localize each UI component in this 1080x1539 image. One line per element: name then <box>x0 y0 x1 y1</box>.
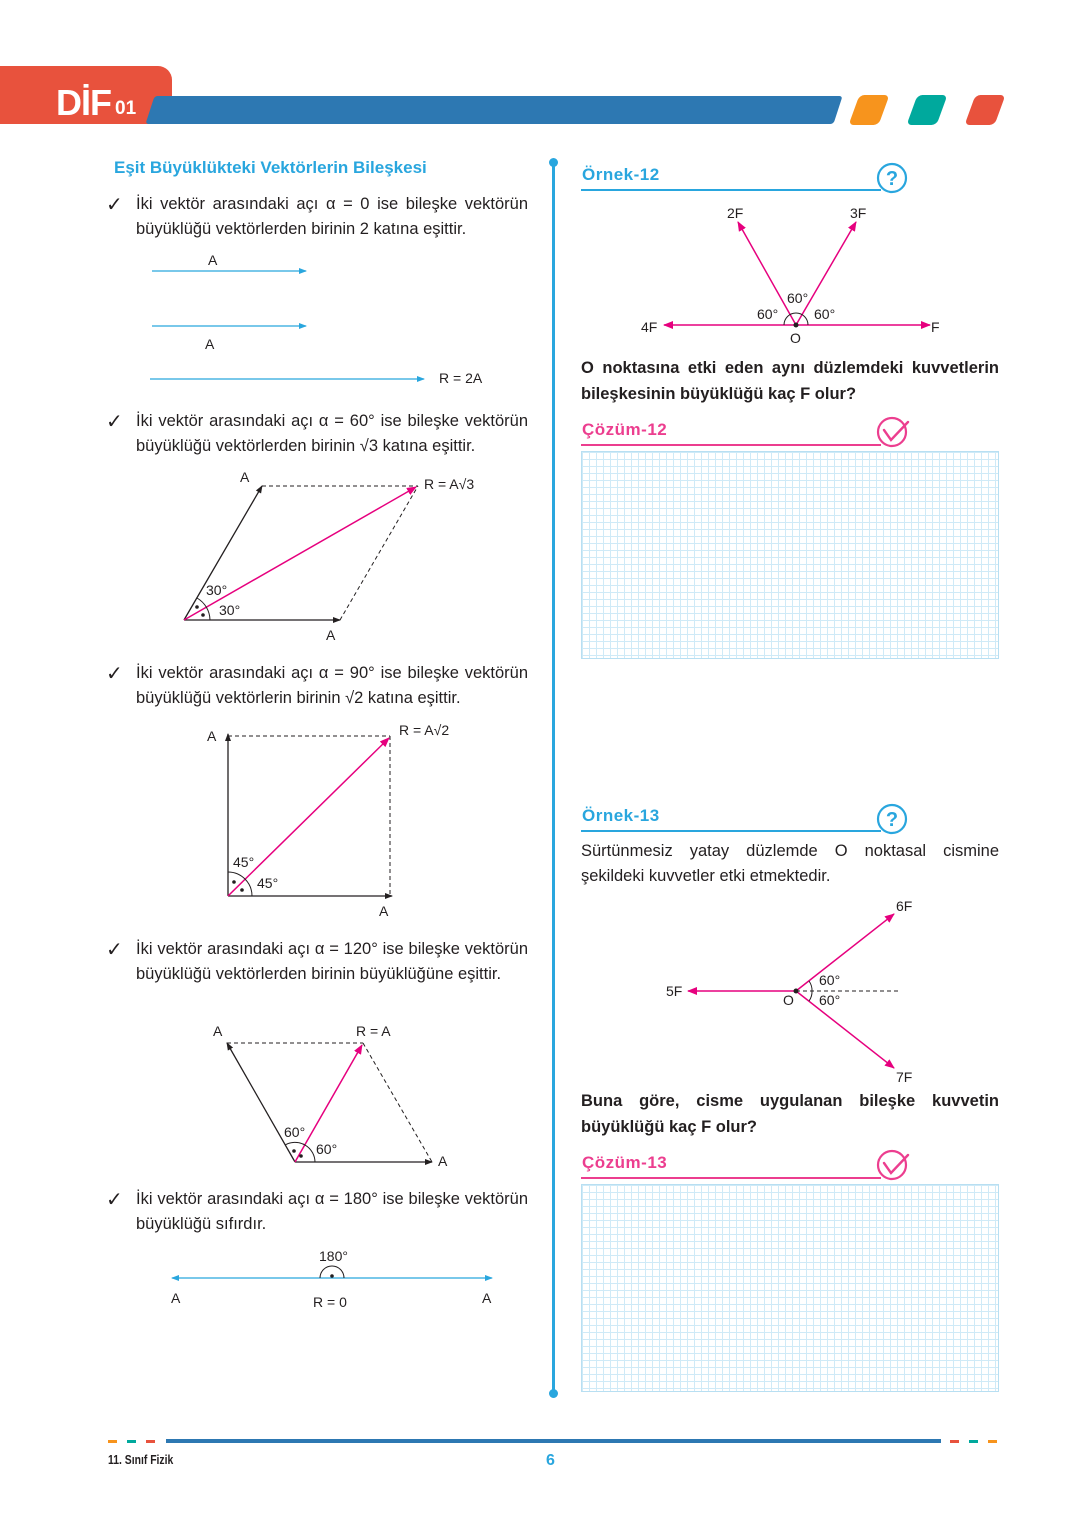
footer-line <box>166 1439 941 1443</box>
origin-label: O <box>783 992 794 1008</box>
fig2-angle-label: 30° <box>206 582 228 598</box>
footer-dash <box>988 1440 997 1443</box>
force-label: F <box>931 319 940 335</box>
rule-3: İki vektör arasındaki açı α = 90° ise bileşke vektörün büyüklüğü vektörlerin birinin √2 katına eşittir. <box>136 664 528 707</box>
force-label: 3F <box>850 205 867 221</box>
check-icon: ✓ <box>106 411 123 433</box>
example-13-intro: Sürtünmesiz yatay düzlemde O noktasal cismine şekildeki kuvvetler etki etmektedir. <box>581 842 999 885</box>
fig2-label-r: R = A√3 <box>424 476 475 492</box>
footer-dash <box>146 1440 155 1443</box>
footer-dash <box>950 1440 959 1443</box>
footer-dash <box>969 1440 978 1443</box>
example-13-title: Örnek-13 <box>582 806 660 825</box>
angle-label: 60° <box>819 972 841 988</box>
fig4-angle-label: 60° <box>284 1124 306 1140</box>
force-label: 2F <box>727 205 744 221</box>
fig4-label-a: A <box>438 1153 448 1169</box>
logo-number: 01 <box>115 98 137 119</box>
fig3-label-a: A <box>379 903 389 919</box>
force-label: 7F <box>896 1069 913 1085</box>
solution-13-grid[interactable] <box>581 1184 999 1392</box>
svg-text:?: ? <box>885 809 899 831</box>
origin-label: O <box>790 330 801 346</box>
svg-text:?: ? <box>885 168 899 190</box>
solution-13-title: Çözüm-13 <box>582 1153 668 1172</box>
fig3-label-r: R = A√2 <box>399 722 450 738</box>
check-icon: ✓ <box>106 1189 123 1211</box>
force-label: 6F <box>896 898 913 914</box>
example-12-question: O noktasına etki eden aynı düzlemdeki kuvvetlerin bileşkesinin büyüklüğü kaç F olur? <box>581 359 999 403</box>
fig2-label-a: A <box>240 469 250 485</box>
rule-4: İki vektör arasındaki açı α = 120° ise bileşke vektörün büyüklüğü vektörlerden birinin büyüklüğüne eşittir. <box>136 940 528 983</box>
rule-1: İki vektör arasındaki açı α = 0 ise bileşke vektörün büyüklüğü vektörlerden birinin 2 katına eşittir. <box>136 195 528 238</box>
section-title: Eşit Büyüklükteki Vektörlerin Bileşkesi <box>114 158 427 177</box>
fig5-label-a: A <box>171 1290 181 1306</box>
example-13-question: Buna göre, cisme uygulanan bileşke kuvvetin büyüklüğü kaç F olur? <box>581 1092 999 1136</box>
angle-label: 60° <box>819 992 841 1008</box>
fig2-label-a: A <box>326 627 336 643</box>
angle-arc <box>809 991 812 1001</box>
example-12-title: Örnek-12 <box>582 165 660 184</box>
force-7f <box>796 991 894 1068</box>
check-icon: ✓ <box>106 663 123 685</box>
angle-label: 60° <box>757 306 779 322</box>
fig5-label-a: A <box>482 1290 492 1306</box>
rule-5: İki vektör arasındaki açı α = 180° ise bileşke vektörün büyüklüğü sıfırdır. <box>136 1190 528 1233</box>
force-label: 4F <box>641 319 658 335</box>
check-mark-icon <box>876 1149 916 1181</box>
fig4-label-r: R = A <box>356 1023 391 1039</box>
force-label: 5F <box>666 983 683 999</box>
rule-2: İki vektör arasındaki açı α = 60° ise bileşke vektörün büyüklüğü vektörlerden birinin √3 katına eşittir. <box>136 412 528 455</box>
page-number: 6 <box>546 1452 555 1469</box>
footer-dash <box>108 1440 117 1443</box>
fig2-angle-label: 30° <box>219 602 241 618</box>
solution-13-underline <box>581 1177 881 1179</box>
origin-point <box>794 989 799 994</box>
check-icon: ✓ <box>106 194 123 216</box>
logo: DİF <box>56 82 111 123</box>
fig1-label-a: A <box>208 252 218 268</box>
angle-arc <box>809 981 812 991</box>
fig3-angle-label: 45° <box>257 875 279 891</box>
force-6f <box>796 914 894 991</box>
fig3-angle-label: 45° <box>233 854 255 870</box>
fig1-label-a: A <box>205 336 215 352</box>
fig5-angle-label: 180° <box>319 1248 348 1264</box>
fig4-label-a: A <box>213 1023 223 1039</box>
footer-book-title: 11. Sınıf Fizik <box>108 1452 174 1467</box>
angle-label: 60° <box>814 306 836 322</box>
fig5-label-r: R = 0 <box>313 1294 347 1310</box>
check-icon: ✓ <box>106 939 123 961</box>
fig3-label-a: A <box>207 728 217 744</box>
footer-dash <box>127 1440 136 1443</box>
fig4-angle-label: 60° <box>316 1141 338 1157</box>
solution-12-title: Çözüm-12 <box>582 420 668 439</box>
fig1-label-r: R = 2A <box>439 370 483 386</box>
angle-label: 60° <box>787 290 809 306</box>
